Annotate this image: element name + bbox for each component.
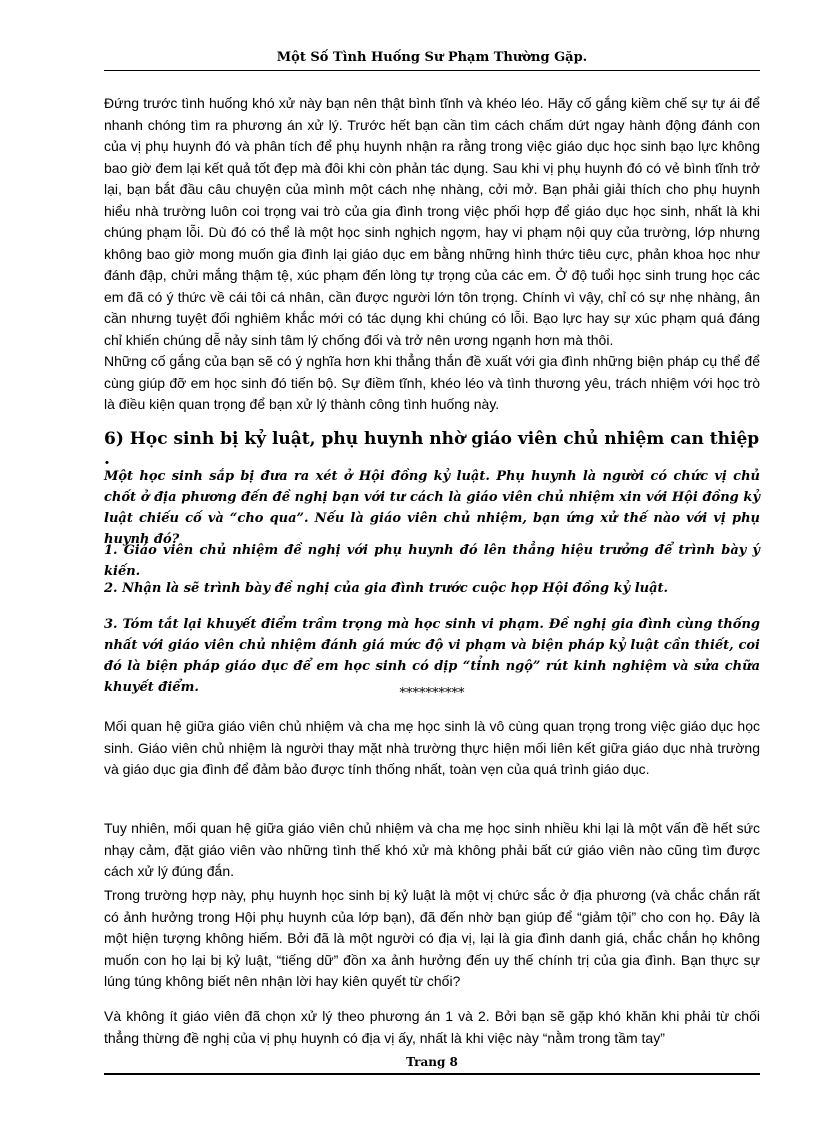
paragraph-4: Tuy nhiên, mối quan hệ giữa giáo viên chủ nhiệm và cha mẹ học sinh nhiều khi lại là một vấn đề hết sức nhạy cảm, đặt giáo viên vào những tình thế khó xử mà không phải bất cứ giáo viên nào cũng tìm được cách xử lý đúng đắn.	[104, 820, 760, 879]
page-header-title: Một Số Tình Huống Sư Phạm Thường Gặp.	[276, 50, 588, 65]
paragraph-3: Mối quan hệ giữa giáo viên chủ nhiệm và cha mẹ học sinh là vô cùng quan trọng trong việc giáo dục học sinh. Giáo viên chủ nhiệm là người thay mặt nhà trường thực hiện mối liên kết giữa giáo dục nhà trường và giáo dục gia đình để đảm bảo được tính thống nhất, toàn vẹn của quá trình giáo dục.	[104, 718, 760, 777]
paragraph-1: Đứng trước tình huống khó xử này bạn nên thật bình tĩnh và khéo léo. Hãy cố gắng kiềm chế sự tự ái để nhanh chóng tìm ra phương án xử lý. Trước hết bạn cần tìm cách chấm dứt ngay hành động đánh con của vị phụ huynh đó và phân tích để phụ huynh nhận ra rằng trong việc giáo dục học sinh bạo lực không bao giờ đem lại kết quả tốt đẹp mà đôi khi còn phản tác dụng. Sau khi vị phụ huynh đó có vẻ bình tĩnh trở lại, bạn bắt đầu câu chuyện của mình một cách nhẹ nhàng, cởi mở. Bạn phải giải thích cho phụ huynh hiểu nhà trường luôn coi trọng vai trò của gia đình trong việc phối hợp để giáo dục học sinh, nhất là khi chúng phạm lỗi. Dù đó có thể là một học sinh nghịch ngợm, hay vi phạm nội quy của trường, lớp nhưng không bao giờ mong muốn gia đình lại giáo dục em bằng những hình thức tiêu cực, phản khoa học như đánh đập, chửi mắng thậm tệ, xúc phạm đến lòng tự trọng của các em. Ở độ tuổi học sinh trung học các em đã có ý thức về cái tôi cá nhân, cần được người lớn tôn trọng. Chính vì vậy, chỉ có sự nhẹ nhàng, ân cần nhưng tuyệt đối nghiêm khắc mới có tác dụng khi chúng có lỗi. Bạo lực hay sự xúc phạm quá đáng chỉ khiến chúng dễ nảy sinh tâm lý chống đối và trở nên ương ngạnh hơn mà thôi.	[104, 95, 760, 348]
paragraph-6: Và không ít giáo viên đã chọn xử lý theo phương án 1 và 2. Bởi bạn sẽ gặp khó khăn khi phải từ chối thẳng thừng đề nghị của vị phụ huynh có địa vị ấy, nhất là khi việc này “nằm trong tầm tay”	[104, 1008, 760, 1046]
scenario-text: Một học sinh sắp bị đưa ra xét ở Hội đồng kỷ luật. Phụ huynh là người có chức vị chủ chốt ở địa phương đến đề nghị bạn với tư cách là giáo viên chủ nhiệm xin với Hội đồng kỷ luật chiếu cố và “cho qua”. Nếu là giáo viên chủ nhiệm, bạn ứng xử thế nào với vị phụ huynh đó?	[104, 469, 760, 547]
page-number: Trang 8	[406, 1055, 458, 1069]
option-3: 3. Tóm tắt lại khuyết điểm trầm trọng mà học sinh vi phạm. Đề nghị gia đình cùng thống nhất với giáo viên chủ nhiệm đánh giá mức độ vi phạm và biện pháp kỷ luật cần thiết, coi đó là biện pháp giáo dục để em học sinh có dịp “tỉnh ngộ” rút kinh nghiệm và sửa chữa khuyết điểm.	[104, 617, 760, 695]
footer-divider	[104, 1073, 760, 1075]
paragraph-2: Những cố gắng của bạn sẽ có ý nghĩa hơn khi thẳng thắn đề xuất với gia đình những biện pháp cụ thể để cùng giúp đỡ em học sinh đó tiến bộ. Sự điềm tĩnh, khéo léo và tình thương yêu, trách nhiệm với học trò là điều kiện quan trọng để bạn xử lý thành công tình huống này.	[104, 353, 760, 412]
option-2: 2. Nhận là sẽ trình bày đề nghị của gia đình trước cuộc họp Hội đồng kỷ luật.	[104, 581, 669, 596]
option-1: 1. Giáo viên chủ nhiệm đề nghị với phụ huynh đó lên thẳng hiệu trưởng để trình bày ý kiến.	[104, 543, 760, 579]
header-divider	[104, 70, 760, 71]
section-heading: 6) Học sinh bị kỷ luật, phụ huynh nhờ giáo viên chủ nhiệm can thiệp .	[104, 429, 760, 469]
section-separator: **********	[399, 686, 465, 701]
paragraph-5: Trong trường hợp này, phụ huynh học sinh bị kỷ luật là một vị chức sắc ở địa phương (và chắc chắn rất có ảnh hưởng trong Hội phụ huynh của lớp bạn), đã đến nhờ bạn giúp để “giảm tội” cho con họ. Đây là một hiện tượng không hiếm. Bởi đã là một người có địa vị, lại là gia đình danh giá, chắc chắn họ không muốn con họ lại bị kỷ luật, “tiếng dữ” đồn xa ảnh hưởng đến uy thế chính trị của gia đình. Bạn thực sự lúng túng không biết nên nhận lời hay kiên quyết từ chối?	[104, 887, 760, 989]
